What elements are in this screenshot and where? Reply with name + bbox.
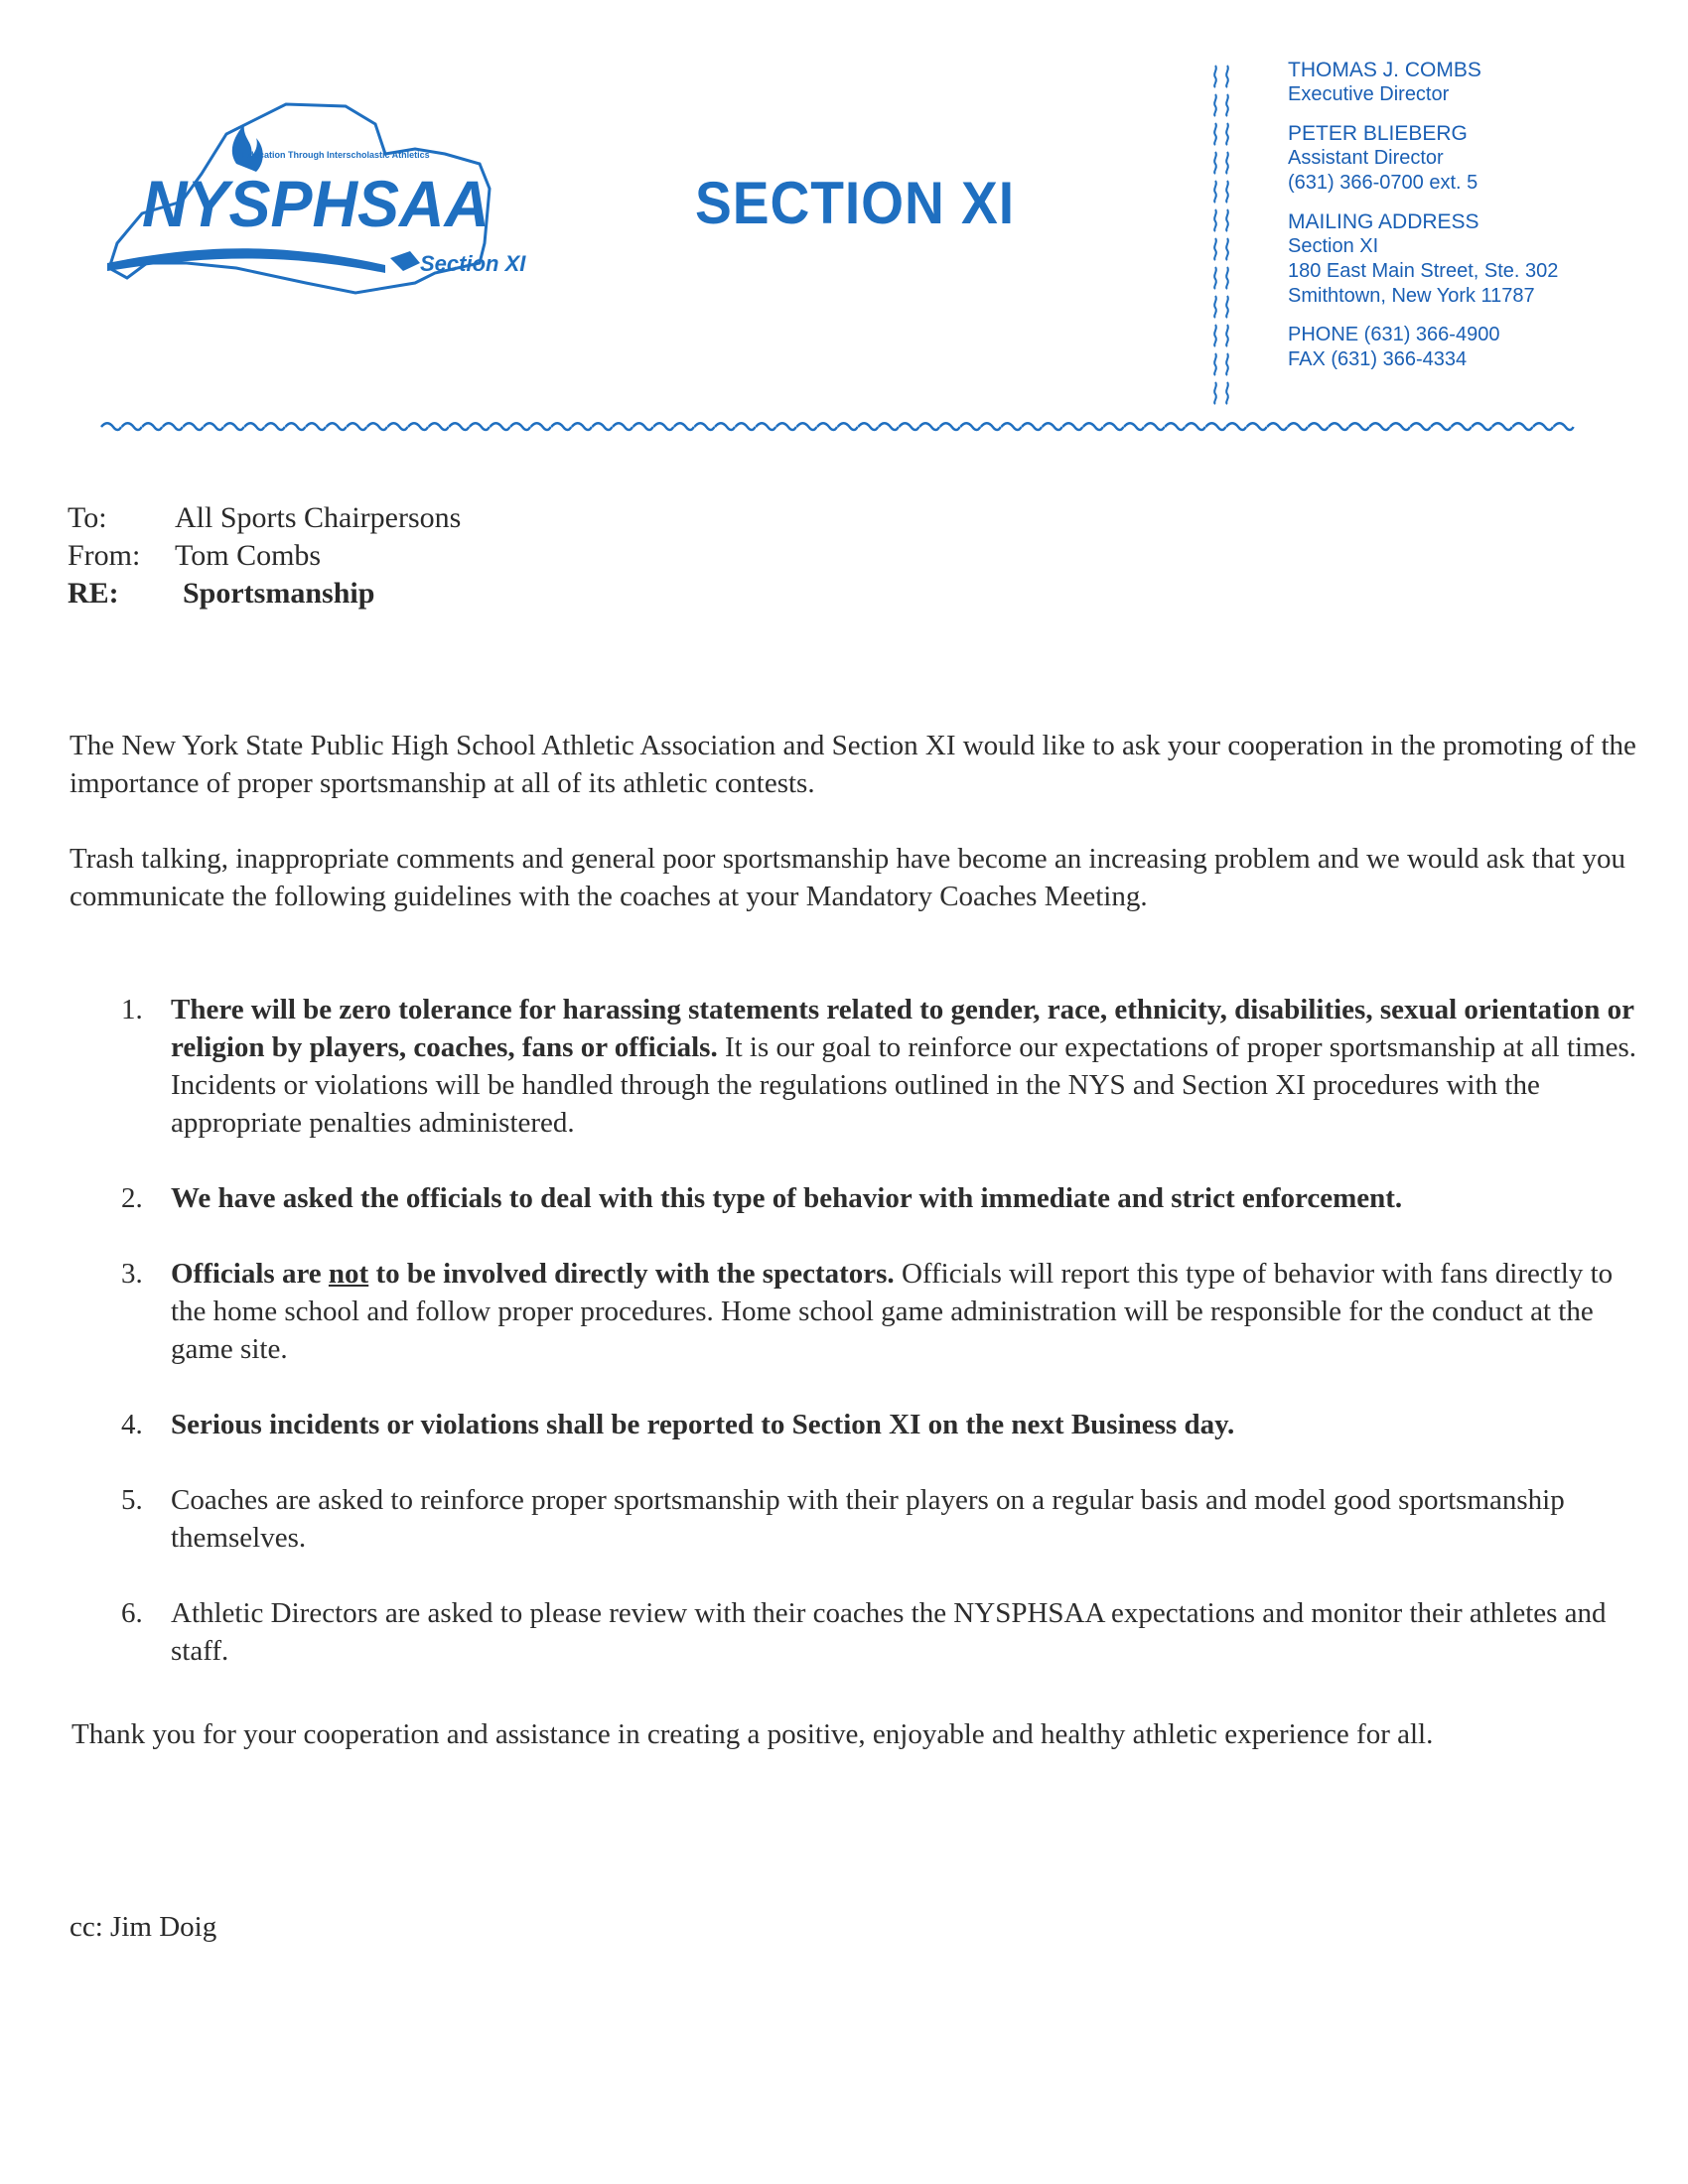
tilde-mark xyxy=(1288,423,1308,430)
tilde-mark xyxy=(1214,152,1216,174)
tilde-mark xyxy=(1472,423,1491,430)
tilde-mark xyxy=(858,423,878,430)
item-number: 5. xyxy=(121,1484,143,1516)
tilde-mark xyxy=(1001,423,1021,430)
tilde-mark xyxy=(347,423,366,430)
tilde-mark xyxy=(122,423,142,430)
tilde-mark xyxy=(142,423,162,430)
tilde-mark xyxy=(1226,296,1228,318)
tilde-mark xyxy=(1492,423,1512,430)
tilde-mark xyxy=(1390,423,1410,430)
address-line-2: 180 East Main Street, Ste. 302 xyxy=(1288,260,1559,282)
from-value: Tom Combs xyxy=(175,539,322,572)
re-value: Sportsmanship xyxy=(183,577,375,610)
tilde-mark xyxy=(756,423,775,430)
tilde-mark xyxy=(1205,423,1225,430)
item-text: Athletic Directors are asked to please review with their coaches the NYSPHSAA expectations and monitor their athletes and staff. xyxy=(171,1597,1607,1667)
tilde-mark xyxy=(1214,181,1216,203)
tilde-mark xyxy=(244,423,264,430)
tilde-divider-vertical xyxy=(1209,58,1239,415)
item-bold-text: to be involved directly with the spectators. xyxy=(368,1258,895,1290)
tilde-mark xyxy=(715,423,735,430)
memo-re xyxy=(68,577,374,611)
tilde-mark xyxy=(653,423,673,430)
tilde-mark xyxy=(633,423,653,430)
tilde-mark xyxy=(1226,94,1228,116)
guideline-item xyxy=(115,1481,1644,1557)
item-number: 4. xyxy=(121,1409,143,1440)
tilde-mark xyxy=(387,423,407,430)
item-number: 3. xyxy=(121,1258,143,1290)
tilde-mark xyxy=(429,423,449,430)
mailing-label: MAILING ADDRESS xyxy=(1288,210,1479,233)
guidelines-list xyxy=(115,991,1644,1707)
tilde-mark xyxy=(1022,423,1042,430)
tilde-mark xyxy=(613,423,633,430)
tilde-mark xyxy=(1214,382,1216,404)
tilde-mark xyxy=(551,423,571,430)
tilde-mark xyxy=(817,423,837,430)
tilde-mark xyxy=(265,423,285,430)
tilde-mark xyxy=(1145,423,1165,430)
tilde-mark xyxy=(1103,423,1123,430)
re-label: RE: xyxy=(68,577,119,610)
tilde-mark xyxy=(1226,382,1228,404)
tilde-mark xyxy=(694,423,714,430)
address-line-3: Smithtown, New York 11787 xyxy=(1288,285,1535,307)
guideline-item xyxy=(115,1594,1644,1670)
tilde-mark xyxy=(796,423,816,430)
guideline-item xyxy=(115,1179,1644,1217)
svg-text:Section XI: Section XI xyxy=(420,251,526,276)
tilde-mark xyxy=(183,423,203,430)
tilde-mark xyxy=(470,423,490,430)
tilde-mark xyxy=(490,423,509,430)
tilde-mark xyxy=(879,423,899,430)
item-bold-text: Serious incidents or violations shall be reported to Section XI on the next Business day. xyxy=(171,1409,1235,1440)
item-text: It is our goal to reinforce our expectations of proper sportsmanship at all times. Incidents or violations will be handled through the regulations outlined in the NYS and Section XI procedures with the appropriate penalties administered. xyxy=(171,1031,1637,1139)
tilde-mark xyxy=(1226,181,1228,203)
section-title: SECTION XI xyxy=(695,170,1016,236)
tilde-mark xyxy=(960,423,980,430)
item-text: Officials will report this type of behavior with fans directly to the home school and follow proper procedures. Home school game administration will be responsible for the conduct at the game site. xyxy=(171,1258,1614,1365)
tilde-mark xyxy=(592,423,612,430)
tilde-mark xyxy=(1226,238,1228,260)
svg-text:Education Through Interscholas: Education Through Interscholastic Athletics xyxy=(242,150,430,160)
tilde-mark xyxy=(1533,423,1553,430)
from-label: From: xyxy=(68,539,141,572)
runner-icon xyxy=(390,251,420,271)
tilde-mark xyxy=(1226,353,1228,375)
tilde-mark xyxy=(204,423,223,430)
tilde-mark xyxy=(1226,325,1228,346)
tilde-mark xyxy=(306,423,326,430)
fax-number: FAX (631) 366-4334 xyxy=(1288,348,1468,370)
tilde-mark xyxy=(1308,423,1328,430)
tilde-mark xyxy=(327,423,347,430)
item-emphasis-not: not xyxy=(328,1258,369,1290)
guideline-item xyxy=(115,991,1644,1142)
guideline-item xyxy=(115,1255,1644,1368)
tilde-mark xyxy=(899,423,918,430)
address-line-1: Section XI xyxy=(1288,235,1379,257)
tilde-mark xyxy=(1226,66,1228,87)
guideline-item xyxy=(115,1406,1644,1443)
assistant-phone: (631) 366-0700 ext. 5 xyxy=(1288,172,1478,194)
tilde-mark xyxy=(1329,423,1348,430)
item-number: 1. xyxy=(121,994,143,1025)
tilde-mark xyxy=(1226,267,1228,289)
tilde-divider-horizontal xyxy=(99,415,1589,435)
tilde-mark xyxy=(1214,123,1216,145)
tilde-mark xyxy=(1267,423,1287,430)
memo-from xyxy=(68,539,321,573)
tilde-mark xyxy=(224,423,244,430)
tilde-mark xyxy=(1186,423,1205,430)
intro-paragraph: The New York State Public High School Athletic Association and Section XI would like to ask your cooperation in the promoting of the importance of proper sportsmanship at all of its athletic contests. xyxy=(70,730,1636,799)
tilde-mark xyxy=(940,423,960,430)
cc-line: cc: Jim Doig xyxy=(70,1911,217,1943)
nysphsaa-logo xyxy=(87,94,574,308)
tilde-mark xyxy=(1431,423,1451,430)
tilde-mark xyxy=(1214,325,1216,346)
tilde-mark xyxy=(1214,267,1216,289)
item-bold-text: We have asked the officials to deal with this type of behavior with immediate and strict enforcement. xyxy=(171,1182,1403,1214)
tilde-mark xyxy=(1226,209,1228,231)
phone-number: PHONE (631) 366-4900 xyxy=(1288,324,1500,345)
tilde-mark xyxy=(510,423,530,430)
tilde-mark xyxy=(1043,423,1062,430)
item-number: 2. xyxy=(121,1182,143,1214)
tilde-mark xyxy=(1214,94,1216,116)
assistant-role: Assistant Director xyxy=(1288,147,1444,169)
item-bold-text: There will be zero tolerance for harassing statements related to gender, race, ethnicity, disabilities, sexual orientation or religion by players, coaches, fans or officials. xyxy=(171,994,1634,1063)
tilde-mark xyxy=(1226,123,1228,145)
tilde-mark xyxy=(736,423,756,430)
tilde-mark xyxy=(1214,66,1216,87)
tilde-mark xyxy=(1214,209,1216,231)
tilde-mark xyxy=(367,423,387,430)
tilde-mark xyxy=(1512,423,1532,430)
contact-block xyxy=(1288,58,1616,372)
assistant-name: PETER BLIEBERG xyxy=(1288,122,1468,145)
tilde-mark xyxy=(1247,423,1267,430)
tilde-mark xyxy=(776,423,796,430)
tilde-mark xyxy=(838,423,858,430)
svg-text:NYSPHSAA: NYSPHSAA xyxy=(142,167,490,240)
tilde-mark xyxy=(1214,353,1216,375)
tilde-mark xyxy=(449,423,469,430)
tilde-mark xyxy=(1214,238,1216,260)
item-text: Coaches are asked to reinforce proper sportsmanship with their players on a regular basis and model good sportsmanship themselves. xyxy=(171,1484,1565,1554)
tilde-mark xyxy=(572,423,592,430)
tilde-mark xyxy=(1554,423,1574,430)
tilde-mark xyxy=(285,423,305,430)
torch-icon xyxy=(232,124,263,172)
memo-to xyxy=(68,501,461,535)
tilde-mark xyxy=(919,423,939,430)
director-role: Executive Director xyxy=(1288,83,1450,105)
tilde-mark xyxy=(531,423,551,430)
tilde-mark xyxy=(163,423,183,430)
tilde-mark xyxy=(1226,152,1228,174)
item-bold-text: Officials are xyxy=(171,1258,329,1290)
tilde-mark xyxy=(1452,423,1472,430)
item-number: 6. xyxy=(121,1597,143,1629)
tilde-mark xyxy=(1410,423,1430,430)
tilde-mark xyxy=(101,423,121,430)
director-name: THOMAS J. COMBS xyxy=(1288,59,1481,81)
concern-paragraph: Trash talking, inappropriate comments and general poor sportsmanship have become an increasing problem and we would ask that you communicate the following guidelines with the coaches at your Mandatory Coaches Meeting. xyxy=(70,843,1625,912)
tilde-mark xyxy=(1226,423,1246,430)
tilde-mark xyxy=(1062,423,1082,430)
to-value: All Sports Chairpersons xyxy=(175,501,462,534)
tilde-mark xyxy=(1083,423,1103,430)
tilde-mark xyxy=(674,423,694,430)
tilde-mark xyxy=(981,423,1001,430)
tilde-mark xyxy=(1165,423,1185,430)
tilde-mark xyxy=(408,423,428,430)
closing-paragraph: Thank you for your cooperation and assistance in creating a positive, enjoyable and healthy athletic experience for all. xyxy=(71,1718,1434,1750)
tilde-mark xyxy=(1214,296,1216,318)
tilde-mark xyxy=(1124,423,1144,430)
tilde-mark xyxy=(1369,423,1389,430)
to-label: To: xyxy=(68,501,107,534)
tilde-mark xyxy=(1349,423,1369,430)
